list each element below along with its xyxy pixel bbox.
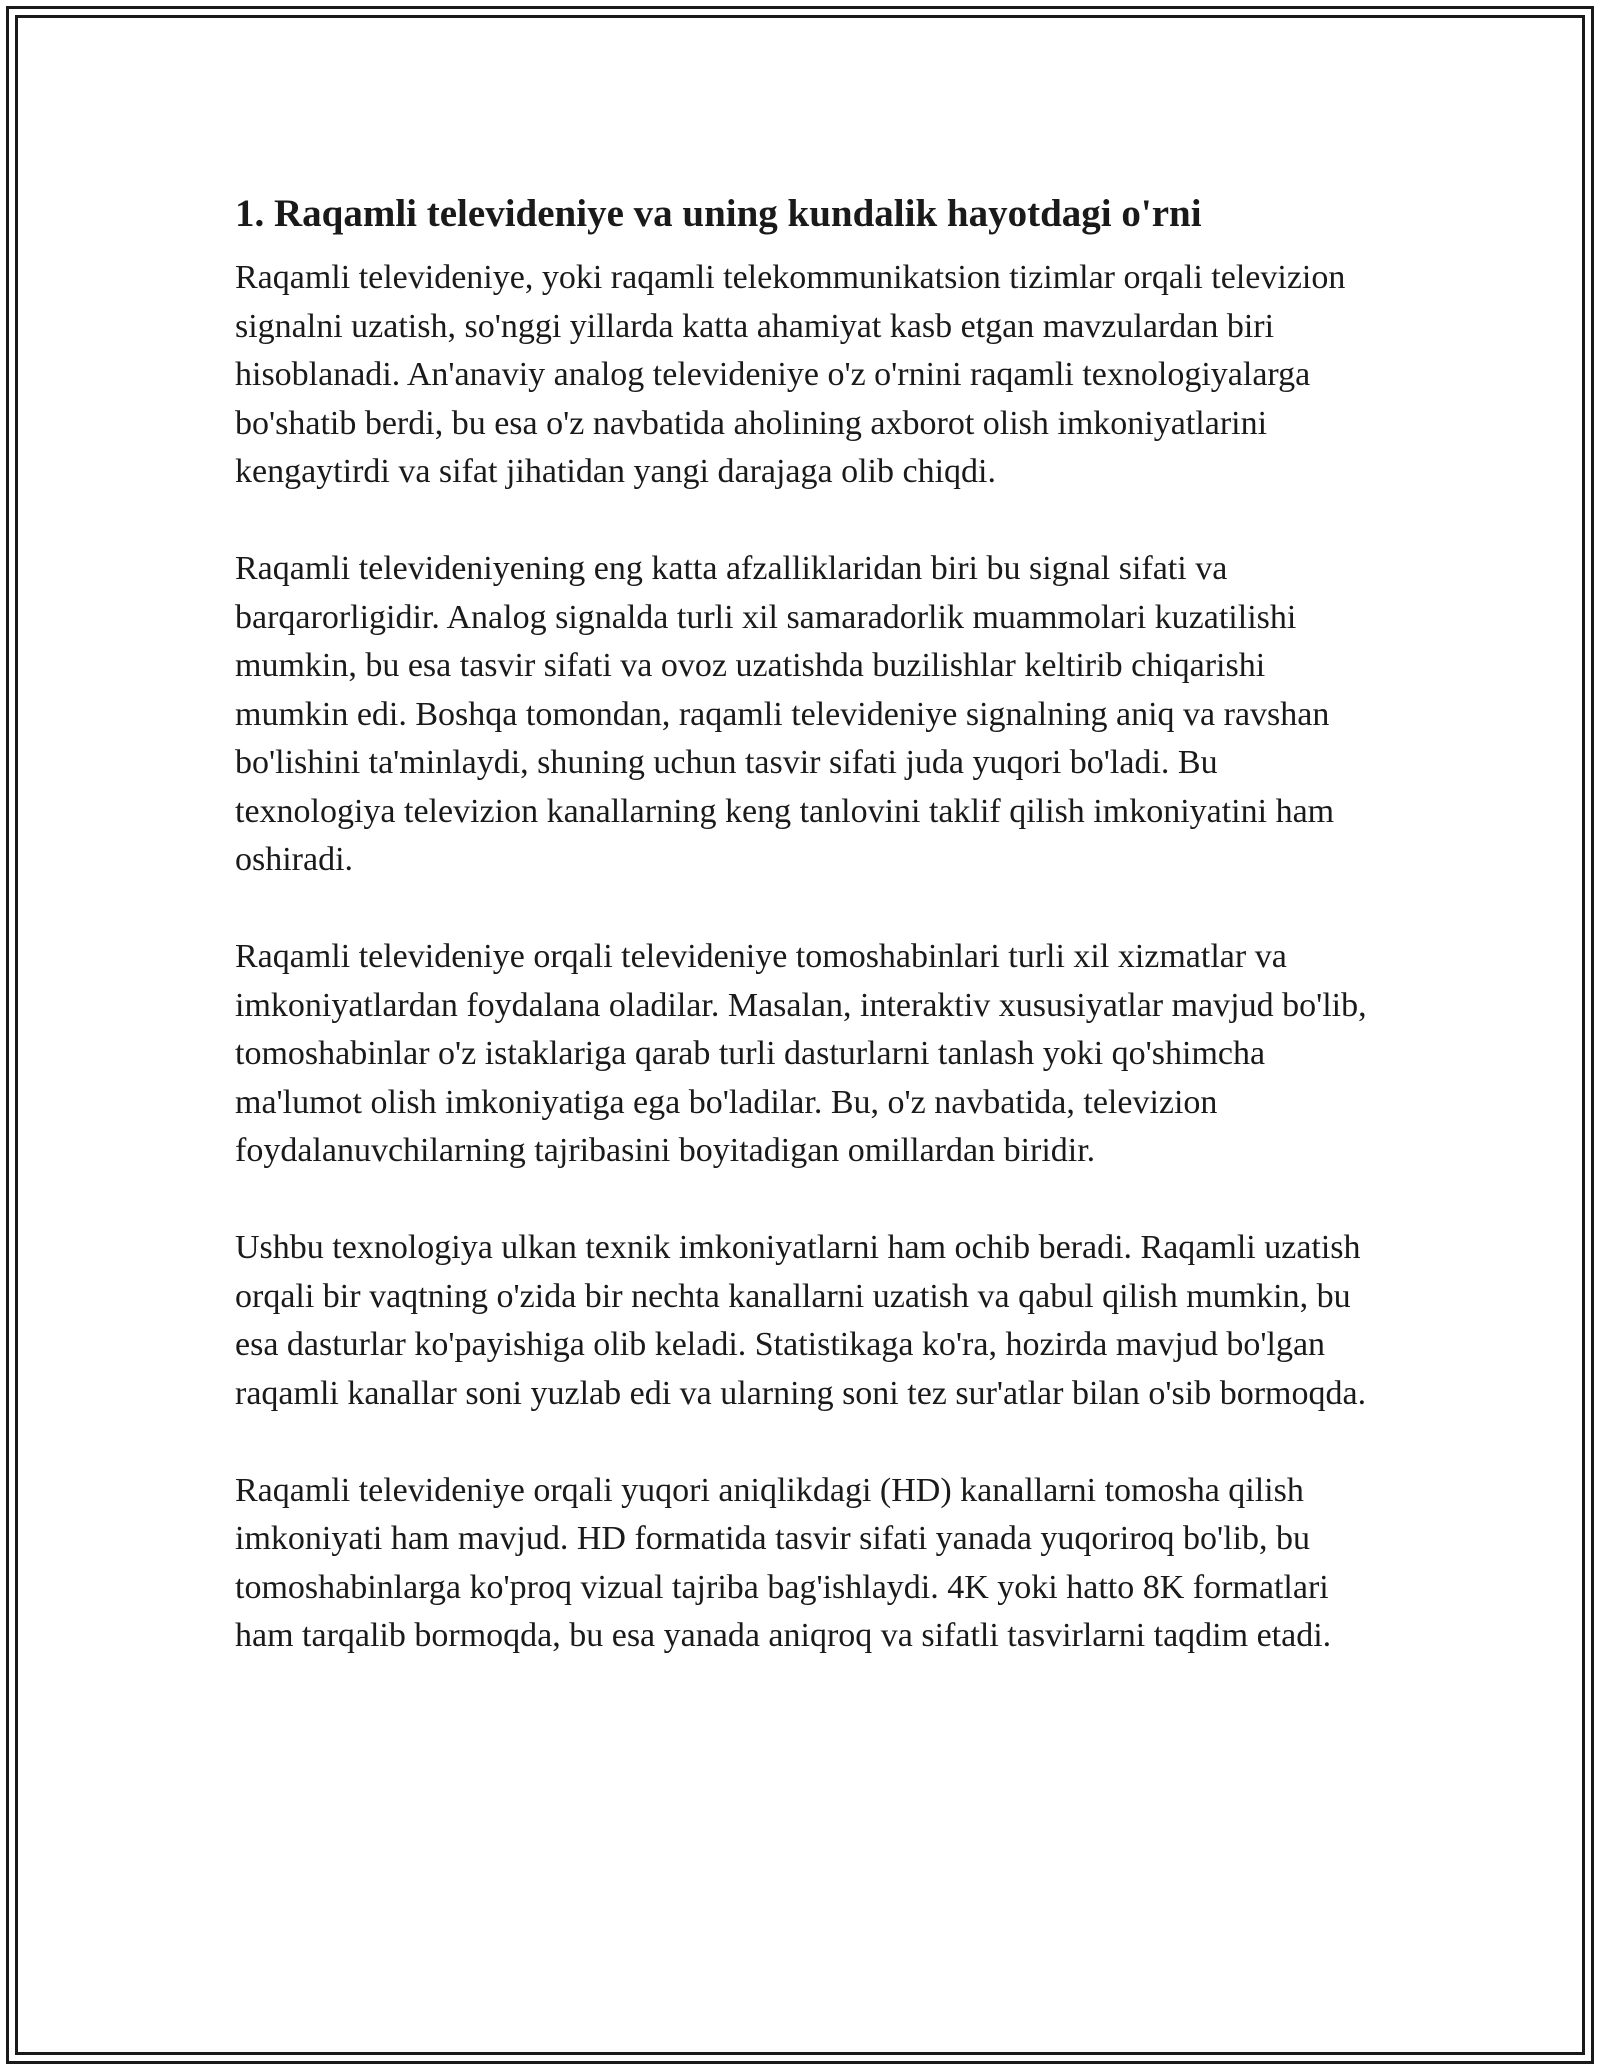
paragraph-4: Ushbu texnologiya ulkan texnik imkoniyatlarni ham ochib beradi. Raqamli uzatish orqali bir vaqtning o'zida bir nechta kanallarni uzatish va qabul qilish mumkin, bu esa dasturlar ko'payishiga olib keladi. Statistikaga ko'ra, hozirda mavjud bo'lgan raqamli kanallar soni yuzlab edi va ularning soni tez sur'atlar bilan o'sib bormoqda. bbox=[235, 1229, 1367, 1412]
paragraph-3: Raqamli televideniye orqali televideniye tomoshabinlari turli xil xizmatlar va imkoniyatlardan foydalana oladilar. Masalan, interaktiv xususiyatlar mavjud bo'lib, tomoshabinlar o'z istaklariga qarab turli dasturlarni tanlash yoki qo'shimcha ma'lumot olish imkoniyatiga ega bo'ladilar. Bu, o'z navbatida, televizion foydalanuvchilarning tajribasini boyitadigan omillardan biridir. bbox=[235, 938, 1367, 1169]
paragraph-5: Raqamli televideniye orqali yuqori aniqlikdagi (HD) kanallarni tomosha qilish imkoniyati ham mavjud. HD formatida tasvir sifati yanada yuqoriroq bo'lib, bu tomoshabinlarga ko'proq vizual tajriba bag'ishlaydi. 4K yoki hatto 8K formatlari ham tarqalib bormoqda, bu esa yanada aniqroq va sifatli tasvirlarni taqdim etadi. bbox=[235, 1471, 1332, 1654]
page-title: 1. Raqamli televideniye va uning kundalik hayotdagi o'rni bbox=[235, 192, 1202, 235]
paragraph-2: Raqamli televideniyening eng katta afzalliklaridan biri bu signal sifati va barqarorligidir. Analog signalda turli xil samaradorlik muammolari kuzatilishi mumkin, bu esa tasvir sifati va ovoz uzatishda buzilishlar keltirib chiqarishi mumkin edi. Boshqa tomondan, raqamli televideniye signalning aniq va ravshan bo'lishini ta'minlaydi, shuning uchun tasvir sifati juda yuqori bo'ladi. Bu texnologiya televizion kanallarning keng tanlovini taklif qilish imkoniyatini ham oshiradi. bbox=[235, 550, 1335, 878]
paragraph-1: Raqamli televideniye, yoki raqamli telekommunikatsion tizimlar orqali televizion signalni uzatish, so'nggi yillarda katta ahamiyat kasb etgan mavzulardan biri hisoblanadi. An'anaviy analog televideniye o'z o'rnini raqamli texnologiyalarga bo'shatib berdi, bu esa o'z navbatida aholining axborot olish imkoniyatlarini kengaytirdi va sifat jihatidan yangi darajaga olib chiqdi. bbox=[235, 259, 1346, 490]
document-body bbox=[235, 186, 1375, 1661]
